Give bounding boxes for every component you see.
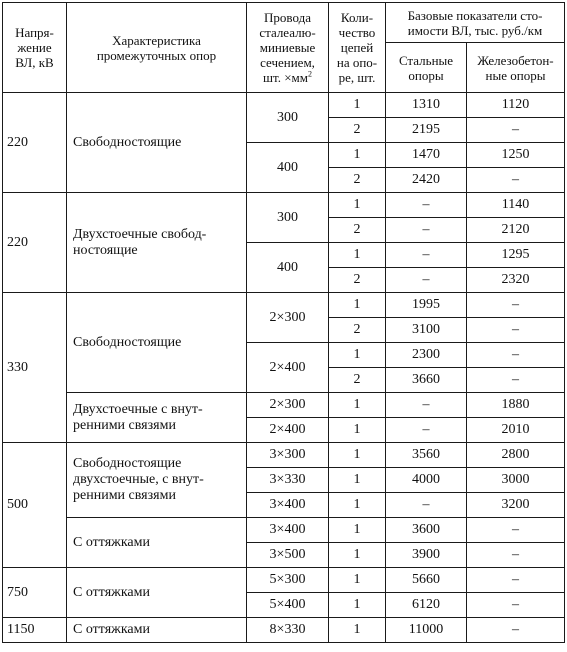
cell-wire: 2×300 [247, 293, 329, 343]
table-row [3, 93, 565, 118]
cell-concrete: 1140 [467, 193, 565, 218]
cell-steel: 2420 [386, 168, 467, 193]
header-base-cost: Базовые показатели сто- имости ВЛ, тыс. руб./км [386, 3, 565, 43]
cell-wire: 3×300 [247, 443, 329, 468]
cell-characteristic: С оттяжками [67, 618, 247, 643]
header-wires-sup: 2 [308, 69, 312, 79]
cell-characteristic: Двухстоечные с внут- ренними связями [67, 393, 247, 443]
cell-wire: 2×400 [247, 343, 329, 393]
table-row [3, 443, 565, 468]
cell-characteristic: Свободностоящие [67, 293, 247, 393]
cell-concrete: – [467, 343, 565, 368]
cell-steel: 11000 [386, 618, 467, 643]
cell-steel: 1470 [386, 143, 467, 168]
cell-wire: 3×500 [247, 543, 329, 568]
cell-circuits: 1 [329, 443, 386, 468]
cell-wire: 3×400 [247, 518, 329, 543]
cell-steel: – [386, 193, 467, 218]
cell-circuits: 1 [329, 293, 386, 318]
cell-concrete: 1880 [467, 393, 565, 418]
cell-wire: 5×400 [247, 593, 329, 618]
cell-steel: – [386, 218, 467, 243]
header-wires [247, 3, 329, 93]
cell-circuits: 1 [329, 468, 386, 493]
cell-characteristic: Свободностоящие [67, 93, 247, 193]
cell-wire: 400 [247, 243, 329, 293]
cell-circuits: 2 [329, 118, 386, 143]
header-steel: Стальные опоры [386, 43, 467, 93]
header-circuits: Коли- чество цепей на опо- ре, шт. [329, 3, 386, 93]
cell-voltage: 220 [3, 93, 67, 193]
cell-steel: 2195 [386, 118, 467, 143]
cell-characteristic: С оттяжками [67, 518, 247, 568]
cell-circuits: 2 [329, 368, 386, 393]
cell-concrete: – [467, 118, 565, 143]
cell-wire: 2×400 [247, 418, 329, 443]
cell-wire: 3×400 [247, 493, 329, 518]
cell-concrete: – [467, 618, 565, 643]
cell-concrete: – [467, 318, 565, 343]
table-row [3, 293, 565, 318]
cell-characteristic: Свободностоящие двухстоечные, с внут- ренними связями [67, 443, 247, 518]
cost-table [2, 2, 565, 643]
cell-wire: 5×300 [247, 568, 329, 593]
cell-voltage: 500 [3, 443, 67, 568]
cell-characteristic: С оттяжками [67, 568, 247, 618]
cell-concrete: 2120 [467, 218, 565, 243]
cell-circuits: 1 [329, 568, 386, 593]
header-row [3, 3, 565, 43]
cell-voltage: 750 [3, 568, 67, 618]
cell-concrete: – [467, 293, 565, 318]
cell-circuits: 1 [329, 143, 386, 168]
header-characteristic: Характеристика промежуточных опор [67, 3, 247, 93]
cell-circuits: 1 [329, 493, 386, 518]
cell-voltage: 330 [3, 293, 67, 443]
cell-concrete: 1250 [467, 143, 565, 168]
cell-characteristic: Двухстоечные свобод- ностоящие [67, 193, 247, 293]
cell-circuits: 1 [329, 518, 386, 543]
cell-circuits: 2 [329, 268, 386, 293]
cell-steel: – [386, 268, 467, 293]
cell-circuits: 1 [329, 418, 386, 443]
cell-steel: 3900 [386, 543, 467, 568]
cell-wire: 2×300 [247, 393, 329, 418]
table-row [3, 618, 565, 643]
table-row [3, 518, 565, 543]
cell-circuits: 1 [329, 393, 386, 418]
cell-concrete: 3000 [467, 468, 565, 493]
header-wires-text: Провода сталеалю- миниевые сечением, шт. ×мм [259, 10, 316, 85]
cell-circuits: 1 [329, 193, 386, 218]
cell-steel: 4000 [386, 468, 467, 493]
cell-concrete: – [467, 168, 565, 193]
cell-circuits: 2 [329, 168, 386, 193]
header-voltage: Напря- жение ВЛ, кВ [3, 3, 67, 93]
cell-steel: 6120 [386, 593, 467, 618]
cell-wire: 300 [247, 193, 329, 243]
cell-wire: 3×330 [247, 468, 329, 493]
cell-steel: – [386, 493, 467, 518]
cell-steel: 3600 [386, 518, 467, 543]
cell-circuits: 1 [329, 593, 386, 618]
cell-concrete: 1295 [467, 243, 565, 268]
cell-steel: 2300 [386, 343, 467, 368]
header-concrete: Железобетон- ные опоры [467, 43, 565, 93]
cell-circuits: 1 [329, 243, 386, 268]
cell-concrete: 3200 [467, 493, 565, 518]
cell-circuits: 2 [329, 218, 386, 243]
cell-voltage: 1150 [3, 618, 67, 643]
cell-steel: 3660 [386, 368, 467, 393]
cell-concrete: – [467, 593, 565, 618]
cell-steel: 3560 [386, 443, 467, 468]
cell-wire: 8×330 [247, 618, 329, 643]
cell-concrete: – [467, 368, 565, 393]
cell-concrete: 1120 [467, 93, 565, 118]
table-row [3, 568, 565, 593]
cell-concrete: – [467, 518, 565, 543]
table-row [3, 193, 565, 218]
cell-concrete: 2800 [467, 443, 565, 468]
cell-steel: – [386, 393, 467, 418]
cell-concrete: 2320 [467, 268, 565, 293]
cell-wire: 400 [247, 143, 329, 193]
cell-steel: – [386, 418, 467, 443]
cell-circuits: 1 [329, 543, 386, 568]
cell-concrete: 2010 [467, 418, 565, 443]
cell-steel: 3100 [386, 318, 467, 343]
cell-steel: – [386, 243, 467, 268]
cell-circuits: 1 [329, 93, 386, 118]
cell-circuits: 1 [329, 343, 386, 368]
cell-circuits: 1 [329, 618, 386, 643]
cell-steel: 1310 [386, 93, 467, 118]
table-row [3, 393, 565, 418]
cell-concrete: – [467, 568, 565, 593]
cell-steel: 1995 [386, 293, 467, 318]
cell-wire: 300 [247, 93, 329, 143]
cell-circuits: 2 [329, 318, 386, 343]
cell-steel: 5660 [386, 568, 467, 593]
cell-voltage: 220 [3, 193, 67, 293]
cell-concrete: – [467, 543, 565, 568]
